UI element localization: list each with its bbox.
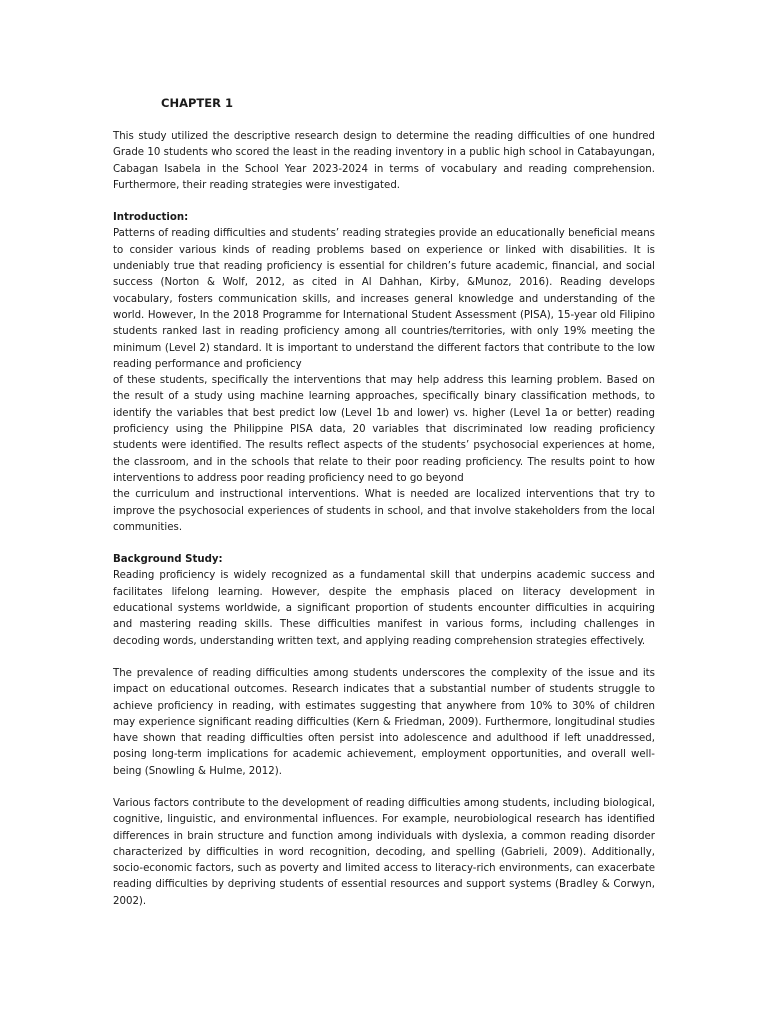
- background-paragraph-2: The prevalence of reading difficulties among students underscores the complexity of the issue and its impact on educational outcomes. Research indicates that a substantial number of students struggle to achieve proficiency in reading, with estimates suggesting that anywhere from 10% to 30% of children may experience significant reading difficulties (Kern & Friedman, 2009). Furthermore, longitudinal studies have shown that reading difficulties often persist into adolescence and adulthood if left unaddressed, posing long-term implications for academic achievement, employment opportunities, and overall well-being (Snowling & Hulme, 2012).: [113, 667, 655, 777]
- background-paragraph-1: Reading proficiency is widely recognized as a fundamental skill that underpins academic success and facilitates lifelong learning. However, despite the emphasis placed on literacy development in educational systems worldwide, a significant proportion of students encounter difficulties in acquiring and mastering reading skills. These difficulties manifest in various forms, including challenges in decoding words, understanding written text, and applying reading comprehension strategies effectively.: [113, 570, 655, 647]
- background-paragraph-3: Various factors contribute to the development of reading difficulties among students, including biological, cognitive, linguistic, and environmental influences. For example, neurobiological research has identified differences in brain structure and function among individuals with dyslexia, a common reading disorder characterized by difficulties in word recognition, decoding, and spelling (Gabrieli, 2009). Additionally, socio-economic factors, such as poverty and limited access to literacy-rich environments, can exacerbate reading difficulties by depriving students of essential resources and support systems (Bradley & Corwyn, 2002).: [113, 797, 655, 907]
- abstract-paragraph: This study utilized the descriptive research design to determine the reading difficulties of one hundred Grade 10 students who scored the least in the reading inventory in a public high school in Catabayungan, Cabagan Isabela in the School Year 2023-2024 in terms of vocabulary and reading comprehension. Furthermore, their reading strategies were investigated.: [113, 131, 655, 191]
- introduction-paragraph-3: the curriculum and instructional interventions. What is needed are localized interventions that try to improve the psychosocial experiences of students in school, and that involve stakeholders from the local communities.: [113, 489, 655, 533]
- background-heading: Background Study:: [113, 554, 223, 566]
- document-page: [113, 96, 655, 910]
- introduction-heading: Introduction:: [113, 212, 189, 224]
- introduction-paragraph-1: Patterns of reading difficulties and students’ reading strategies provide an educationally beneficial means to consider various kinds of reading problems based on experience or linked with disabilities. It is undeniably true that reading proficiency is essential for children’s future academic, financial, and social success (Norton & Wolf, 2012, as cited in Al Dahhan, Kirby, &Munoz, 2016). Reading develops vocabulary, fosters communication skills, and increases general knowledge and understanding of the world. However, In the 2018 Programme for International Student Assessment (PISA), 15-year old Filipino students ranked last in reading proficiency among all countries/territories, with only 19% meeting the minimum (Level 2) standard. It is important to understand the different factors that contribute to the low reading performance and proficiency: [113, 228, 655, 370]
- chapter-title: CHAPTER 1: [161, 96, 233, 110]
- introduction-paragraph-2: of these students, specifically the interventions that may help address this learning problem. Based on the result of a study using machine learning approaches, specifically binary classification methods, to identify the variables that best predict low (Level 1b and lower) vs. higher (Level 1a or better) reading proficiency using the Philippine PISA data, 20 variables that discriminated low reading proficiency students were identified. The results reflect aspects of the students’ psychosocial experiences at home, the classroom, and in the schools that relate to their poor reading proficiency. The results point to how interventions to address poor reading proficiency need to go beyond: [113, 375, 655, 484]
